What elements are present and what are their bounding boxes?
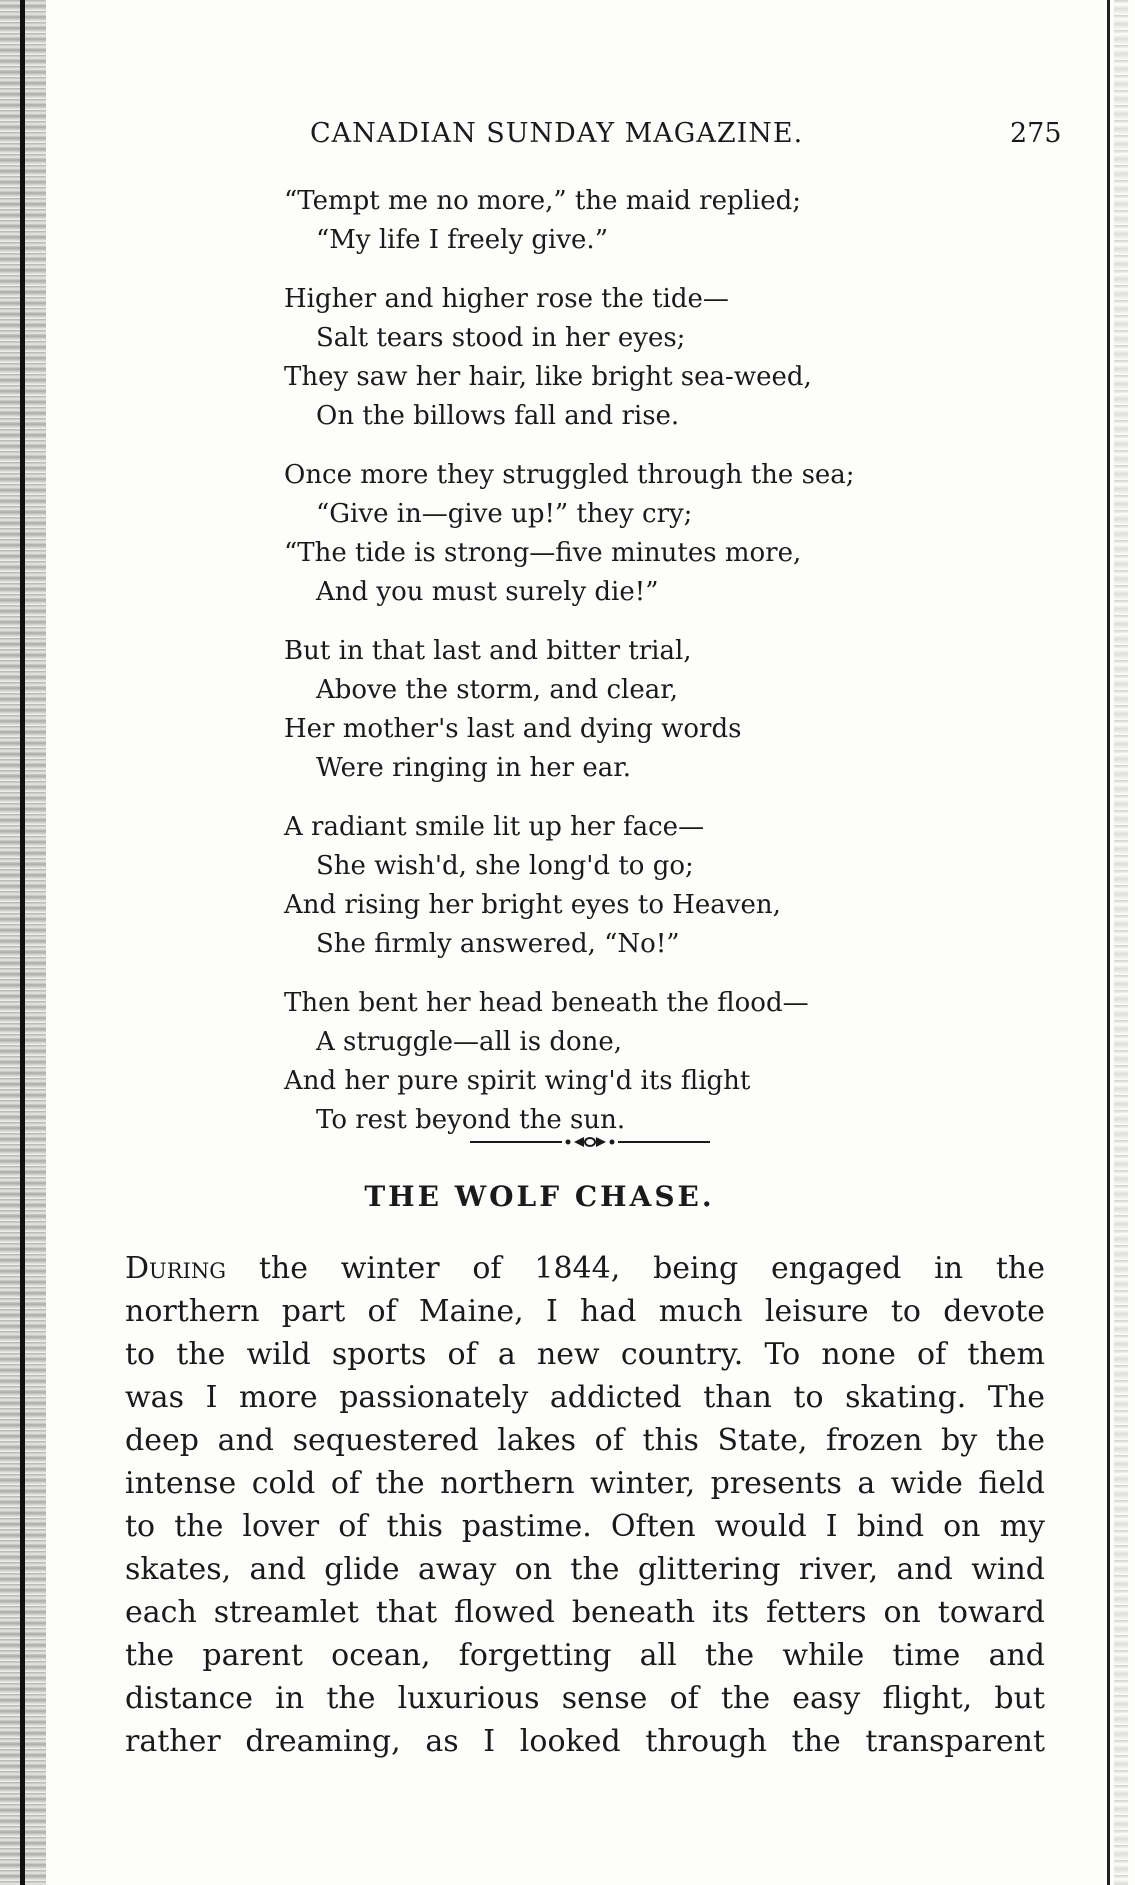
poem-line: A struggle—all is done, (316, 1027, 623, 1057)
article-line: to the lover of this pastime. Often would I bind on my (125, 1509, 1045, 1544)
poem-line: And her pure spirit wing'd its flight (284, 1066, 751, 1096)
article-line: the parent ocean, forgetting all the while time and (125, 1638, 1045, 1673)
poem-line: Higher and higher rose the tide— (284, 284, 729, 314)
poem-line: They saw her hair, like bright sea-weed, (284, 362, 812, 392)
poem-line: And rising her bright eyes to Heaven, (284, 890, 781, 920)
poem-line: “Give in—give up!” they cry; (316, 499, 693, 529)
section-divider-ornament (470, 1132, 710, 1152)
poem-line: Then bent her head beneath the flood— (284, 988, 809, 1018)
article-line: rather dreaming, as I looked through the transparent (125, 1724, 1045, 1759)
article-title-text: THE WOLF CHASE. (364, 1180, 715, 1213)
poem-stanza (284, 808, 904, 964)
article-line: to the wild sports of a new country. To none of them (125, 1337, 1045, 1372)
poem-line: To rest beyond the sun. (316, 1105, 626, 1135)
article-first-line (125, 1247, 1045, 1290)
poem-stanza (284, 456, 904, 612)
poem-line: She wish'd, she long'd to go; (316, 851, 694, 881)
poem-line: Above the storm, and clear, (316, 675, 679, 705)
poem-line: And you must surely die!” (316, 577, 659, 607)
poem-line: Salt tears stood in her eyes; (316, 323, 686, 353)
poem-line: Her mother's last and dying words (284, 714, 742, 744)
article-line: northern part of Maine, I had much leisure to devote (125, 1294, 1045, 1329)
page-header (310, 118, 1070, 158)
running-title: CANADIAN SUNDAY MAGAZINE. (310, 118, 804, 149)
poem-line: “My life I freely give.” (316, 225, 608, 255)
article-line: deep and sequestered lakes of this State, frozen by the (125, 1423, 1045, 1458)
article-line: was I more passionately addicted than to skating. The (125, 1380, 1045, 1415)
poem-line: A radiant smile lit up her face— (284, 812, 705, 842)
poem-line: But in that last and bitter trial, (284, 636, 692, 666)
left-binding-rule (20, 0, 25, 1885)
poem-line: She firmly answered, “No!” (316, 929, 680, 959)
right-margin-speckle (1114, 0, 1128, 1885)
article-first-line-rest: the winter of 1844, being engaged in the (226, 1251, 1045, 1286)
poem-stanza (284, 280, 904, 436)
page-number: 275 (1010, 118, 1062, 149)
poem-stanza (284, 182, 904, 260)
article-line: each streamlet that flowed beneath its fetters on toward (125, 1595, 1045, 1630)
poem-line: “Tempt me no more,” the maid replied; (284, 186, 802, 216)
article-line: skates, and glide away on the glittering river, and wind (125, 1552, 1045, 1587)
article-line: distance in the luxurious sense of the easy flight, but (125, 1681, 1045, 1716)
poem-stanza (284, 984, 904, 1140)
poem-line: Once more they struggled through the sea; (284, 460, 855, 490)
article-opening-word: During (125, 1251, 227, 1286)
poem (284, 182, 904, 1160)
poem-line: “The tide is strong—five minutes more, (284, 538, 802, 568)
article-body (125, 1247, 1045, 1763)
article-line: intense cold of the northern winter, presents a wide field (125, 1466, 1045, 1501)
poem-line: On the billows fall and rise. (316, 401, 680, 431)
right-margin-rule (1107, 0, 1110, 1885)
article-title (0, 1180, 1135, 1213)
poem-line: Were ringing in her ear. (316, 753, 632, 783)
poem-stanza (284, 632, 904, 788)
